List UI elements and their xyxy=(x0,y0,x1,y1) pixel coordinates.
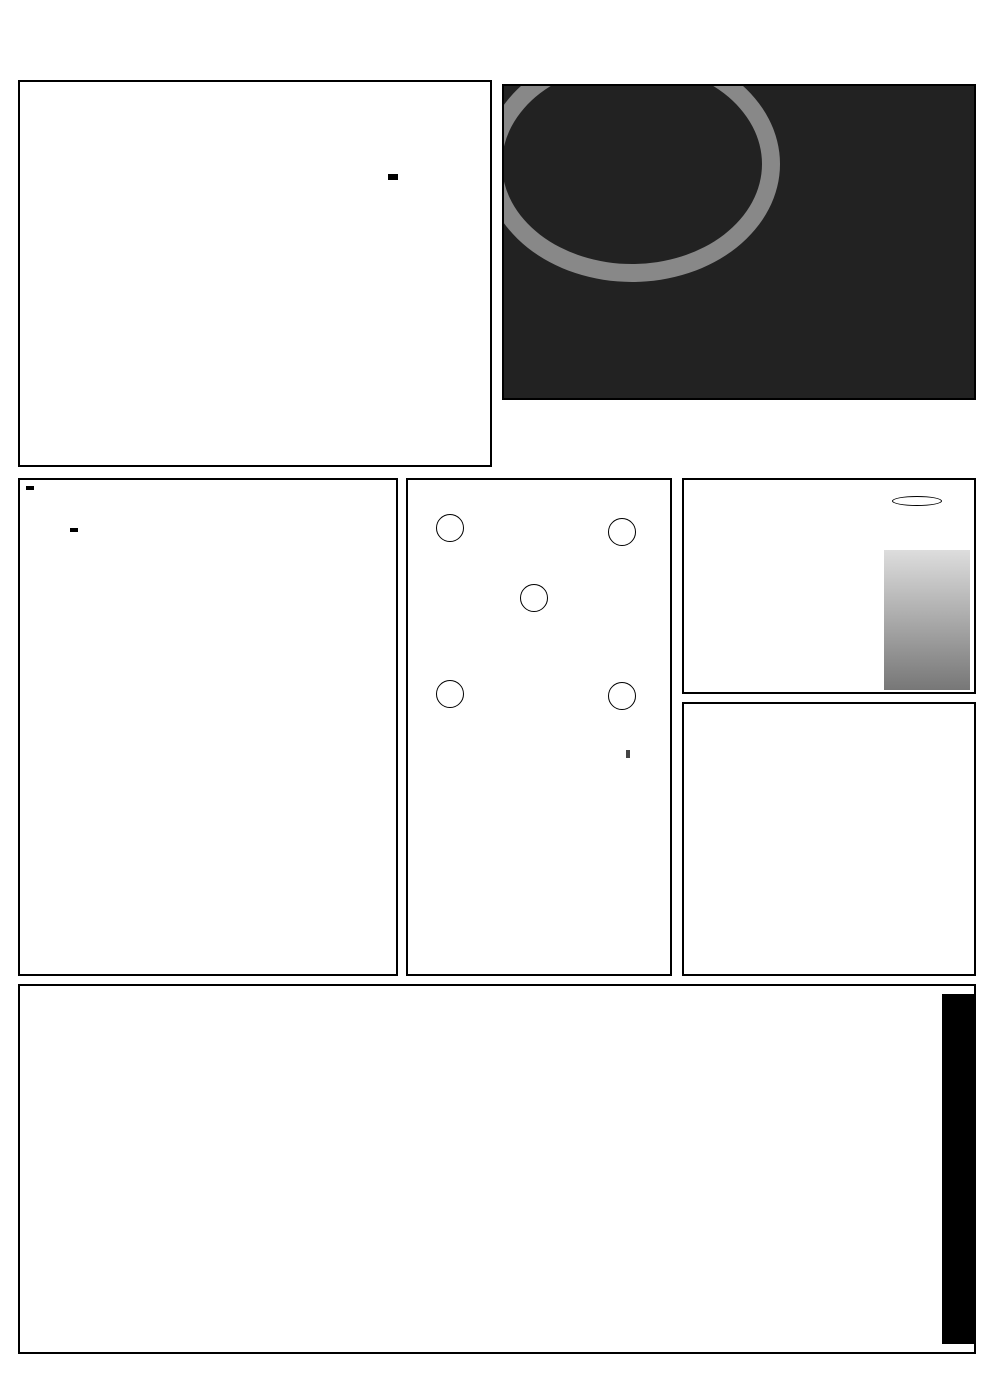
stamp-label xyxy=(388,174,398,180)
review-title-a xyxy=(26,486,34,490)
zodiac-panel xyxy=(406,478,672,976)
review-title-b xyxy=(70,528,78,532)
rabbit-zodiac xyxy=(436,514,464,542)
tiger-zodiac xyxy=(520,584,548,612)
history-panel xyxy=(18,984,976,1354)
dog-zodiac xyxy=(436,680,464,708)
logo-panel xyxy=(502,84,976,400)
special-panel xyxy=(682,702,976,976)
top-left-article xyxy=(18,80,492,467)
gift-panel xyxy=(682,478,976,694)
review-side xyxy=(342,484,394,594)
snake-zodiac xyxy=(608,518,636,546)
review-article xyxy=(18,478,398,976)
monkey-zodiac xyxy=(608,682,636,710)
gift-badge xyxy=(892,496,942,506)
star-text xyxy=(626,750,630,758)
logo-swirl xyxy=(502,84,780,282)
article-columns xyxy=(56,144,486,464)
guanyin-image xyxy=(884,550,970,690)
trend-chart xyxy=(290,990,930,1350)
trend-side-title xyxy=(942,994,974,1344)
